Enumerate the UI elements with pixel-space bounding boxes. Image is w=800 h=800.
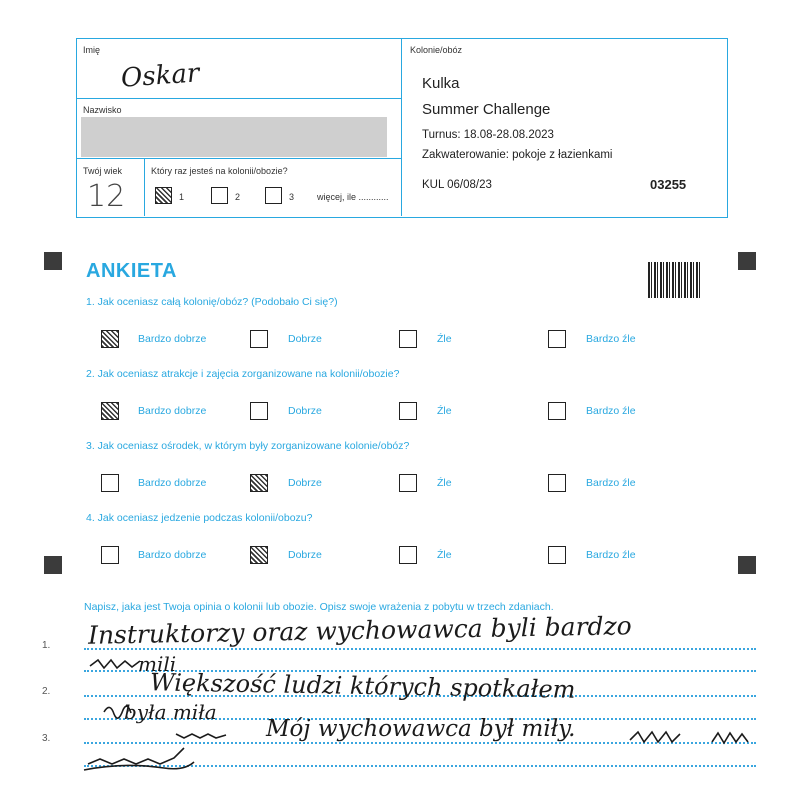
q4-option-label-1: Bardzo dobrze <box>138 549 207 561</box>
times-checkbox-3[interactable] <box>265 187 282 204</box>
survey-title: ANKIETA <box>86 260 177 282</box>
q2-option-label-2: Dobrze <box>288 405 322 417</box>
dotted-line-3a <box>84 742 756 744</box>
handwriting-line-2b: była miła <box>124 700 217 724</box>
q2-option-label-1: Bardzo dobrze <box>138 405 207 417</box>
q2-checkbox-3[interactable] <box>399 402 417 420</box>
times-checkbox-1[interactable] <box>155 187 172 204</box>
scribble-1 <box>90 660 140 668</box>
age-label: Twój wiek <box>83 166 123 176</box>
camp-code: KUL 06/08/23 <box>422 179 492 191</box>
q3-checkbox-2[interactable] <box>250 474 268 492</box>
handwriting-line-2a: Większość ludzi których spotkałem <box>149 668 576 704</box>
scribble-6 <box>630 732 680 742</box>
scribble-4 <box>88 748 184 764</box>
barcode <box>648 262 700 298</box>
registration-mark-top-right <box>738 252 756 270</box>
times-option-3: 3 <box>289 192 295 202</box>
q3-option-label-3: Źle <box>437 477 452 489</box>
accommodation-text: Zakwaterowanie: pokoje z łazienkami <box>422 149 613 161</box>
q1-option-label-1: Bardzo dobrze <box>138 333 207 345</box>
registration-mark-top-left <box>44 252 62 270</box>
line-number-3: 3. <box>42 733 51 744</box>
times-checkbox-2[interactable] <box>211 187 228 204</box>
header-form <box>76 38 728 218</box>
line-number-1: 1. <box>42 640 51 651</box>
handwriting-line-1a: Instruktorzy oraz wychowawca byli bardzo <box>87 611 632 650</box>
times-cell <box>145 159 402 216</box>
surname-label: Nazwisko <box>83 105 122 115</box>
q2-checkbox-1[interactable] <box>101 402 119 420</box>
opinion-prompt: Napisz, jaka jest Twoja opinia o kolonii lub obozie. Opisz swoje wrażenia z pobytu w trzech zdaniach. <box>84 601 554 613</box>
q1-checkbox-4[interactable] <box>548 330 566 348</box>
q3-checkbox-1[interactable] <box>101 474 119 492</box>
times-option-1: 1 <box>179 192 185 202</box>
dotted-line-1a <box>84 648 756 650</box>
age-cell <box>77 159 145 216</box>
times-option-2: 2 <box>235 192 241 202</box>
dotted-line-3b <box>84 765 756 767</box>
q4-option-label-2: Dobrze <box>288 549 322 561</box>
times-more-label: więcej, ile ............ <box>317 192 389 202</box>
question-2: 2. Jak oceniasz atrakcje i zajęcia zorganizowane na kolonii/obozie? <box>86 368 400 380</box>
handwriting-line-3: Mój wychowawca był miły. <box>266 716 576 742</box>
q4-checkbox-4[interactable] <box>548 546 566 564</box>
q4-checkbox-1[interactable] <box>101 546 119 564</box>
q4-option-label-4: Bardzo źle <box>586 549 636 561</box>
q3-checkbox-3[interactable] <box>399 474 417 492</box>
times-label: Który raz jesteś na kolonii/obozie? <box>151 166 288 176</box>
line-number-2: 2. <box>42 686 51 697</box>
q1-checkbox-1[interactable] <box>101 330 119 348</box>
q3-option-label-2: Dobrze <box>288 477 322 489</box>
q1-option-label-3: Źle <box>437 333 452 345</box>
q2-option-label-3: Źle <box>437 405 452 417</box>
question-3: 3. Jak oceniasz ośrodek, w którym były zorganizowane kolonie/obóz? <box>86 440 410 452</box>
camp-label: Kolonie/obóz <box>410 45 463 55</box>
surname-cell <box>77 99 402 159</box>
camp-program: Summer Challenge <box>422 101 551 118</box>
registration-mark-bottom-left <box>44 556 62 574</box>
q1-option-label-4: Bardzo źle <box>586 333 636 345</box>
question-1: 1. Jak oceniasz całą kolonię/obóz? (Podobało Ci się?) <box>86 296 338 308</box>
q2-checkbox-4[interactable] <box>548 402 566 420</box>
camp-cell <box>402 39 726 216</box>
q3-option-label-4: Bardzo źle <box>586 477 636 489</box>
name-handwriting: Oskar <box>120 58 201 94</box>
name-cell <box>77 39 402 99</box>
name-label: Imię <box>83 45 101 55</box>
q4-checkbox-3[interactable] <box>399 546 417 564</box>
q2-checkbox-2[interactable] <box>250 402 268 420</box>
age-handwriting: 12 <box>87 179 126 214</box>
q1-checkbox-3[interactable] <box>399 330 417 348</box>
form-number: 03255 <box>650 177 687 192</box>
question-4: 4. Jak oceniasz jedzenie podczas kolonii/obozu? <box>86 512 313 524</box>
q4-checkbox-2[interactable] <box>250 546 268 564</box>
scribble-3 <box>176 734 226 738</box>
handwriting-line-1b: mili <box>138 652 177 676</box>
registration-mark-bottom-right <box>738 556 756 574</box>
q4-option-label-3: Źle <box>437 549 452 561</box>
turnus-text: Turnus: 18.08-28.08.2023 <box>422 129 554 141</box>
q2-option-label-4: Bardzo źle <box>586 405 636 417</box>
camp-name: Kulka <box>422 75 460 92</box>
q1-checkbox-2[interactable] <box>250 330 268 348</box>
q3-checkbox-4[interactable] <box>548 474 566 492</box>
q3-option-label-1: Bardzo dobrze <box>138 477 207 489</box>
q1-option-label-2: Dobrze <box>288 333 322 345</box>
surname-redaction <box>81 117 387 157</box>
